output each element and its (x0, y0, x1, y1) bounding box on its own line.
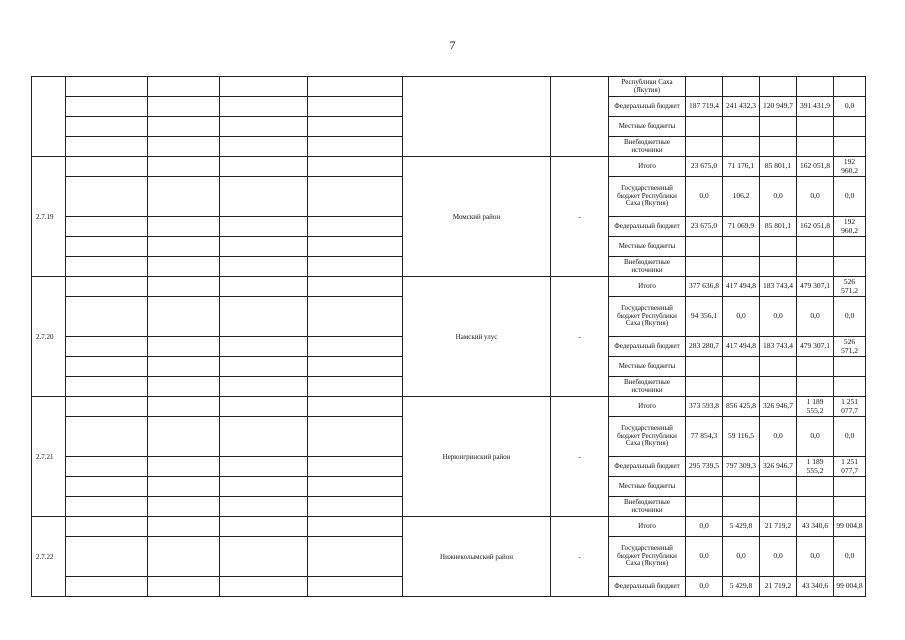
empty-cell (308, 457, 403, 477)
empty-cell (308, 477, 403, 497)
source-cell: Внебюджетные источники (609, 257, 686, 277)
value-cell: 241 432,3 (723, 97, 760, 117)
empty-cell (308, 577, 403, 597)
empty-cell (220, 297, 308, 337)
value-cell: 43 340,6 (797, 577, 834, 597)
value-cell (686, 117, 723, 137)
empty-cell (66, 257, 148, 277)
value-cell (834, 77, 866, 97)
empty-cell (66, 177, 148, 217)
empty-cell (220, 117, 308, 137)
empty-cell (308, 397, 403, 417)
empty-cell (148, 577, 220, 597)
empty-cell (66, 417, 148, 457)
value-cell: 192 960,2 (834, 217, 866, 237)
value-cell (760, 357, 797, 377)
district-cell: Нижнеколымский район (403, 517, 551, 597)
value-cell: 77 854,3 (686, 417, 723, 457)
value-cell (797, 237, 834, 257)
value-cell (797, 257, 834, 277)
empty-cell (66, 357, 148, 377)
empty-cell (308, 237, 403, 257)
value-cell: 0,0 (760, 417, 797, 457)
value-cell: 162 051,8 (797, 217, 834, 237)
empty-cell (308, 277, 403, 297)
value-cell (834, 257, 866, 277)
empty-cell (308, 357, 403, 377)
dash-cell: - (551, 517, 609, 597)
source-cell: Федеральный бюджет (609, 337, 686, 357)
value-cell: 373 593,8 (686, 397, 723, 417)
value-cell (834, 137, 866, 157)
value-cell: 0,0 (834, 177, 866, 217)
value-cell (797, 477, 834, 497)
empty-cell (308, 337, 403, 357)
source-cell: Внебюджетные источники (609, 497, 686, 517)
value-cell: 0,0 (834, 417, 866, 457)
empty-cell (66, 457, 148, 477)
value-cell (760, 117, 797, 137)
empty-cell (148, 397, 220, 417)
dash-cell: - (551, 157, 609, 277)
empty-cell (308, 417, 403, 457)
budget-table (31, 76, 866, 597)
value-cell: 106,2 (723, 177, 760, 217)
empty-cell (148, 137, 220, 157)
empty-cell (66, 497, 148, 517)
empty-cell (308, 517, 403, 537)
value-cell: 391 431,9 (797, 97, 834, 117)
value-cell: 71 176,1 (723, 157, 760, 177)
source-cell: Местные бюджеты (609, 117, 686, 137)
value-cell (797, 77, 834, 97)
source-cell: Федеральный бюджет (609, 217, 686, 237)
source-cell: Местные бюджеты (609, 477, 686, 497)
source-cell: Федеральный бюджет (609, 97, 686, 117)
empty-cell (220, 377, 308, 397)
empty-cell (220, 357, 308, 377)
value-cell: 479 307,1 (797, 277, 834, 297)
empty-cell (220, 537, 308, 577)
source-cell: Итого (609, 397, 686, 417)
empty-cell (148, 217, 220, 237)
value-cell: 5 429,8 (723, 577, 760, 597)
source-cell: Итого (609, 277, 686, 297)
value-cell (797, 137, 834, 157)
value-cell (723, 237, 760, 257)
value-cell: 59 116,5 (723, 417, 760, 457)
empty-cell (220, 157, 308, 177)
value-cell: 283 280,7 (686, 337, 723, 357)
empty-cell (66, 137, 148, 157)
source-cell: Местные бюджеты (609, 237, 686, 257)
empty-cell (220, 217, 308, 237)
value-cell (834, 477, 866, 497)
empty-cell (308, 297, 403, 337)
empty-cell (148, 237, 220, 257)
value-cell: 192 960,2 (834, 157, 866, 177)
value-cell: 0,0 (760, 177, 797, 217)
source-cell: Государственный бюджет Республики Саха (Якутия) (609, 537, 686, 577)
source-cell: Итого (609, 517, 686, 537)
empty-cell (220, 497, 308, 517)
empty-cell (148, 417, 220, 457)
empty-cell (148, 537, 220, 577)
empty-cell (66, 397, 148, 417)
value-cell: 0,0 (760, 297, 797, 337)
empty-cell (148, 497, 220, 517)
value-cell: 0,0 (723, 537, 760, 577)
value-cell: 377 636,8 (686, 277, 723, 297)
value-cell: 295 739,5 (686, 457, 723, 477)
value-cell (760, 137, 797, 157)
value-cell: 0,0 (834, 97, 866, 117)
empty-cell (148, 297, 220, 337)
value-cell (686, 77, 723, 97)
value-cell: 526 571,2 (834, 277, 866, 297)
empty-cell (308, 257, 403, 277)
empty-cell (148, 177, 220, 217)
value-cell: 85 801,1 (760, 157, 797, 177)
table-row (32, 277, 866, 297)
empty-cell (148, 517, 220, 537)
empty-cell (66, 117, 148, 137)
value-cell: 0,0 (834, 297, 866, 337)
value-cell (686, 477, 723, 497)
table-row (32, 157, 866, 177)
value-cell (723, 357, 760, 377)
source-cell: Государственный бюджет Республики Саха (Якутия) (609, 417, 686, 457)
value-cell: 23 675,0 (686, 217, 723, 237)
empty-cell (308, 377, 403, 397)
value-cell (797, 357, 834, 377)
value-cell (760, 77, 797, 97)
value-cell (834, 237, 866, 257)
code-cell (32, 77, 66, 157)
value-cell: 162 051,8 (797, 157, 834, 177)
value-cell: 0,0 (797, 537, 834, 577)
empty-cell (220, 277, 308, 297)
value-cell (686, 137, 723, 157)
code-cell: 2.7.21 (32, 397, 66, 517)
value-cell (686, 377, 723, 397)
empty-cell (66, 297, 148, 337)
value-cell: 1 189 555,2 (797, 457, 834, 477)
table-row (32, 517, 866, 537)
value-cell (760, 497, 797, 517)
value-cell: 0,0 (797, 177, 834, 217)
district-cell: Момский район (403, 157, 551, 277)
empty-cell (148, 157, 220, 177)
page-number: 7 (449, 38, 456, 52)
value-cell: 0,0 (686, 517, 723, 537)
value-cell (834, 117, 866, 137)
empty-cell (220, 237, 308, 257)
source-cell: Местные бюджеты (609, 357, 686, 377)
value-cell: 23 675,0 (686, 157, 723, 177)
empty-cell (220, 137, 308, 157)
value-cell: 417 494,8 (723, 337, 760, 357)
value-cell (797, 497, 834, 517)
district-cell: Нерюнгринский район (403, 397, 551, 517)
empty-cell (66, 577, 148, 597)
empty-cell (220, 77, 308, 97)
empty-cell (148, 377, 220, 397)
value-cell: 120 949,7 (760, 97, 797, 117)
value-cell (686, 357, 723, 377)
empty-cell (66, 337, 148, 357)
value-cell (760, 477, 797, 497)
table-row (32, 397, 866, 417)
empty-cell (66, 377, 148, 397)
value-cell: 326 946,7 (760, 397, 797, 417)
dash-cell (551, 77, 609, 157)
empty-cell (66, 77, 148, 97)
value-cell: 0,0 (834, 537, 866, 577)
source-cell: Республики Саха (Якутия) (609, 77, 686, 97)
value-cell: 0,0 (797, 417, 834, 457)
value-cell (723, 117, 760, 137)
district-cell: Намский улус (403, 277, 551, 397)
empty-cell (308, 537, 403, 577)
value-cell: 856 425,8 (723, 397, 760, 417)
value-cell (686, 257, 723, 277)
value-cell: 0,0 (686, 577, 723, 597)
empty-cell (66, 97, 148, 117)
value-cell: 0,0 (797, 297, 834, 337)
value-cell (723, 497, 760, 517)
value-cell: 0,0 (760, 537, 797, 577)
empty-cell (148, 77, 220, 97)
value-cell: 0,0 (686, 537, 723, 577)
dash-cell: - (551, 277, 609, 397)
code-cell: 2.7.20 (32, 277, 66, 397)
value-cell: 526 571,2 (834, 337, 866, 357)
value-cell: 21 719,2 (760, 517, 797, 537)
empty-cell (148, 117, 220, 137)
value-cell: 0,0 (723, 297, 760, 337)
empty-cell (148, 457, 220, 477)
code-cell: 2.7.19 (32, 157, 66, 277)
empty-cell (148, 277, 220, 297)
value-cell: 99 004,8 (834, 577, 866, 597)
value-cell: 183 743,4 (760, 337, 797, 357)
value-cell (723, 257, 760, 277)
source-cell: Федеральный бюджет (609, 457, 686, 477)
empty-cell (66, 157, 148, 177)
value-cell: 1 189 555,2 (797, 397, 834, 417)
value-cell: 5 429,8 (723, 517, 760, 537)
value-cell: 0,0 (686, 177, 723, 217)
value-cell (797, 377, 834, 397)
empty-cell (220, 517, 308, 537)
empty-cell (308, 97, 403, 117)
source-cell: Государственный бюджет Республики Саха (Якутия) (609, 297, 686, 337)
source-cell: Государственный бюджет Республики Саха (Якутия) (609, 177, 686, 217)
empty-cell (66, 277, 148, 297)
value-cell: 187 719,4 (686, 97, 723, 117)
empty-cell (148, 257, 220, 277)
empty-cell (148, 357, 220, 377)
source-cell: Федеральный бюджет (609, 577, 686, 597)
dash-cell: - (551, 397, 609, 517)
empty-cell (66, 237, 148, 257)
empty-cell (308, 217, 403, 237)
value-cell: 85 801,1 (760, 217, 797, 237)
empty-cell (308, 497, 403, 517)
value-cell (834, 357, 866, 377)
empty-cell (220, 417, 308, 457)
value-cell (760, 377, 797, 397)
value-cell (797, 117, 834, 137)
empty-cell (308, 177, 403, 217)
empty-cell (220, 397, 308, 417)
empty-cell (220, 457, 308, 477)
empty-cell (220, 477, 308, 497)
value-cell: 479 307,1 (797, 337, 834, 357)
value-cell (760, 257, 797, 277)
source-cell: Внебюджетные источники (609, 377, 686, 397)
empty-cell (308, 77, 403, 97)
empty-cell (66, 477, 148, 497)
value-cell: 1 251 077,7 (834, 457, 866, 477)
empty-cell (220, 337, 308, 357)
empty-cell (148, 337, 220, 357)
value-cell (760, 237, 797, 257)
empty-cell (148, 97, 220, 117)
empty-cell (220, 577, 308, 597)
value-cell (723, 77, 760, 97)
source-cell: Внебюджетные источники (609, 137, 686, 157)
empty-cell (66, 537, 148, 577)
empty-cell (308, 117, 403, 137)
value-cell (686, 237, 723, 257)
district-cell (403, 77, 551, 157)
value-cell (686, 497, 723, 517)
empty-cell (148, 477, 220, 497)
code-cell: 2.7.22 (32, 517, 66, 597)
value-cell: 797 309,3 (723, 457, 760, 477)
value-cell: 326 946,7 (760, 457, 797, 477)
value-cell: 71 069,9 (723, 217, 760, 237)
empty-cell (308, 137, 403, 157)
value-cell (723, 377, 760, 397)
value-cell: 94 356,1 (686, 297, 723, 337)
value-cell: 417 494,8 (723, 277, 760, 297)
table-row (32, 77, 866, 97)
empty-cell (66, 217, 148, 237)
empty-cell (220, 257, 308, 277)
value-cell: 21 719,2 (760, 577, 797, 597)
source-cell: Итого (609, 157, 686, 177)
empty-cell (220, 97, 308, 117)
value-cell: 1 251 077,7 (834, 397, 866, 417)
empty-cell (220, 177, 308, 217)
value-cell: 183 743,4 (760, 277, 797, 297)
value-cell: 43 340,6 (797, 517, 834, 537)
empty-cell (308, 157, 403, 177)
value-cell (834, 377, 866, 397)
value-cell (723, 137, 760, 157)
empty-cell (66, 517, 148, 537)
value-cell: 99 004,8 (834, 517, 866, 537)
value-cell (834, 497, 866, 517)
value-cell (723, 477, 760, 497)
